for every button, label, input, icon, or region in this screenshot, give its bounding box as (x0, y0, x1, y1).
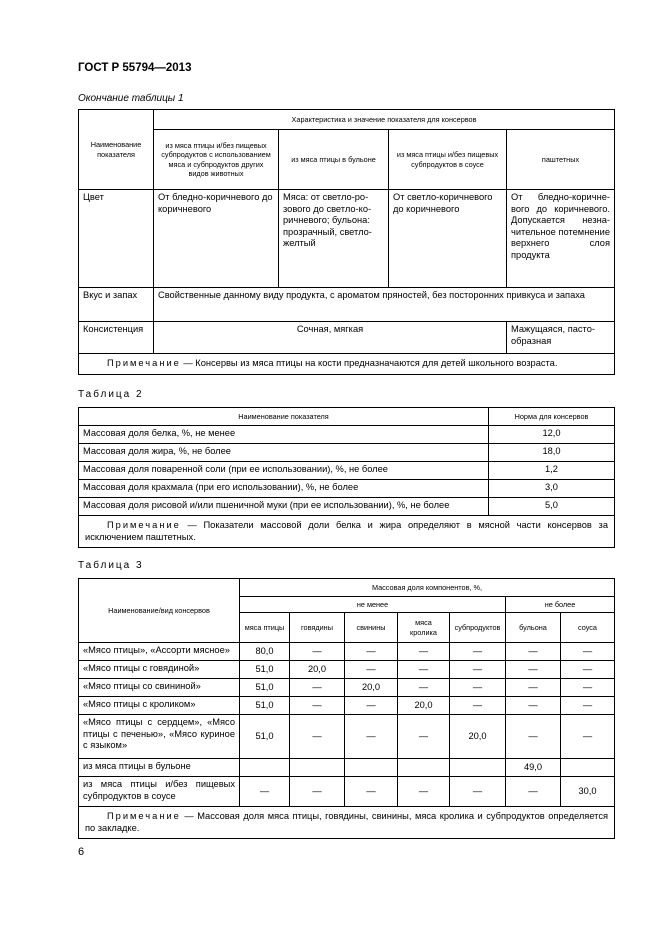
table3-col-beef: говядины (290, 613, 345, 643)
table3-note-word: Примечание (107, 811, 181, 821)
table3-row-name: «Мясо птицы с кроликом» (79, 697, 240, 715)
table1-caption: Окончание таблицы 1 (78, 93, 184, 104)
table3-caption: Таблица 3 (78, 560, 144, 571)
table3-cell (345, 759, 398, 777)
table3-cell: — (450, 697, 506, 715)
table3-row (79, 697, 615, 715)
table2-row-value: 1,2 (489, 462, 615, 480)
table3-cell: — (345, 715, 398, 759)
table1-note (79, 354, 615, 375)
table1-subheader-3: из мяса птицы и/без пищевых субпродуктов в соусе (389, 130, 507, 190)
table3-row-name: «Мясо птицы», «Ассорти мясное» (79, 643, 240, 661)
table3-cell: — (398, 643, 450, 661)
table3-cell: — (450, 777, 506, 807)
table2-row-name: Массовая доля белка, %, не менее (79, 426, 489, 444)
row-taste-name: Вкус и запах (79, 288, 154, 322)
table3-row (79, 715, 615, 759)
table3-row-name: «Мясо птицы с сердцем», «Мясо птицы с печенью», «Мясо куриное с языком» (79, 715, 240, 759)
table3-row (79, 661, 615, 679)
table3-cell (398, 759, 450, 777)
table3-col-broth: бульона (506, 613, 561, 643)
table2-row-name: Массовая доля жира, %, не более (79, 444, 489, 462)
row-color-c1: От бледно-коричневого до коричневого (154, 190, 279, 288)
table3-cell: — (561, 715, 615, 759)
row-consistency-pate: Мажущаяся, пастообразная (507, 322, 615, 354)
row-consistency-value: Сочная, мягкая (154, 322, 507, 354)
table3-min-header: не менее (240, 597, 506, 613)
table1 (78, 109, 615, 375)
table3-row-name: «Мясо птицы с говядиной» (79, 661, 240, 679)
table2-row-value: 3,0 (489, 480, 615, 498)
table2-name-header: Наименование показателя (79, 408, 489, 426)
table3-col-offal: субпродуктов (450, 613, 506, 643)
table3-cell: 51,0 (240, 679, 290, 697)
table2-row-name: Массовая доля поваренной соли (при ее использовании), %, не более (79, 462, 489, 480)
table3-cell: 49,0 (506, 759, 561, 777)
table3-cell: 30,0 (561, 777, 615, 807)
table3-col-pork: свинины (345, 613, 398, 643)
table3-cell: — (345, 661, 398, 679)
table3-cell: 80,0 (240, 643, 290, 661)
table1-note-text: — Консервы из мяса птицы на кости предназначаются для детей школьного возраста. (183, 358, 558, 368)
table3-cell (450, 759, 506, 777)
table3-cell: 51,0 (240, 697, 290, 715)
page-number: 6 (78, 846, 85, 858)
table2-norm-header: Норма для консервов (489, 408, 615, 426)
table3-cell (240, 759, 290, 777)
table3-row (79, 643, 615, 661)
table3-cell: — (506, 679, 561, 697)
table3 (78, 578, 615, 839)
table3-cell: — (561, 679, 615, 697)
row-color-c2: Мяса: от светло-розового до светло-коричневого; бульона: прозрачный, светло-желтый (279, 190, 389, 288)
table1-name-header: Наименование показателя (79, 110, 154, 190)
table3-cell: — (506, 661, 561, 679)
table3-cell: — (398, 661, 450, 679)
table3-max-header: не более (506, 597, 615, 613)
table2-row-name: Массовая доля рисовой и/или пшеничной муки (при ее использовании), %, не более (79, 498, 489, 516)
table3-row-name: из мяса птицы в бульоне (79, 759, 240, 777)
table3-col-poultry: мяса птицы (240, 613, 290, 643)
table3-cell: — (290, 715, 345, 759)
table3-cell: — (561, 661, 615, 679)
table2-note-text: — Показатели массовой доли белка и жира определяют в мясной части консервов за исключением паштетных. (85, 520, 608, 542)
table3-note-text: — Массовая доля мяса птицы, говядины, свинины, мяса кролика и субпродуктов определяется по закладке. (85, 811, 609, 833)
table3-cell: — (450, 661, 506, 679)
table2-caption: Таблица 2 (78, 389, 144, 400)
table1-group-header: Характеристика и значение показателя для консервов (154, 110, 615, 130)
table3-cell: — (398, 715, 450, 759)
table3-cell (561, 759, 615, 777)
table3-body (79, 643, 615, 807)
table3-cell: 20,0 (345, 679, 398, 697)
table3-cell: 20,0 (450, 715, 506, 759)
row-color-c4: От бледно-коричневого до коричневого. Допускается незначительное потемнение верхнего слоя продукта (507, 190, 615, 288)
table3-cell: — (506, 697, 561, 715)
row-color-name: Цвет (79, 190, 154, 288)
row-color-c3: От светло-коричневого до коричневого (389, 190, 507, 288)
table3-cell: — (561, 643, 615, 661)
table3-row (79, 759, 615, 777)
table2-row-value: 18,0 (489, 444, 615, 462)
table2-row-value: 5,0 (489, 498, 615, 516)
table3-cell: — (290, 697, 345, 715)
table2 (78, 407, 615, 548)
table3-group-header: Массовая доля компонентов, %, (240, 579, 615, 597)
table3-cell: — (345, 777, 398, 807)
table3-cell: — (506, 777, 561, 807)
table1-subheader-1: из мяса птицы и/без пищевых субпродуктов с использованием мяса и субпродуктов других видов животных (154, 130, 279, 190)
table3-cell: — (450, 679, 506, 697)
table3-col-rabbit: мяса кролика (398, 613, 450, 643)
table3-row-name: из мяса птицы и/без пищевых субпродуктов в соусе (79, 777, 240, 807)
table3-cell: — (290, 679, 345, 697)
table3-cell: — (290, 777, 345, 807)
row-consistency-name: Консистенция (79, 322, 154, 354)
table3-col-sauce: соуса (561, 613, 615, 643)
table3-cell: — (290, 643, 345, 661)
row-taste-value: Свойственные данному виду продукта, с ароматом пряностей, без посторонних привкуса и запаха (154, 288, 615, 322)
table3-cell: — (398, 679, 450, 697)
table3-name-header: Наименование/вид консервов (79, 579, 240, 643)
document-header: ГОСТ Р 55794—2013 (78, 62, 192, 74)
table3-row-name: «Мясо птицы со свининой» (79, 679, 240, 697)
table1-subheader-2: из мяса птицы в бульоне (279, 130, 389, 190)
table3-cell (290, 759, 345, 777)
table3-cell: 51,0 (240, 715, 290, 759)
table3-row (79, 679, 615, 697)
table3-cell: 20,0 (398, 697, 450, 715)
table2-note (79, 516, 615, 548)
table3-cell: — (398, 777, 450, 807)
table3-cell: 20,0 (290, 661, 345, 679)
table3-cell: — (506, 715, 561, 759)
table3-cell: — (450, 643, 506, 661)
table3-cell: — (240, 777, 290, 807)
table3-note (79, 807, 615, 839)
table3-row (79, 777, 615, 807)
table3-cell: — (561, 697, 615, 715)
table3-cell: 51,0 (240, 661, 290, 679)
table3-cell: — (345, 697, 398, 715)
table2-row-value: 12,0 (489, 426, 615, 444)
table1-note-word: Примечание (107, 358, 181, 368)
table1-subheader-4: паштетных (507, 130, 615, 190)
table2-row-name: Массовая доля крахмала (при его использовании), %, не более (79, 480, 489, 498)
table2-note-word: Примечание (107, 520, 181, 530)
table3-cell: — (345, 643, 398, 661)
table3-cell: — (506, 643, 561, 661)
